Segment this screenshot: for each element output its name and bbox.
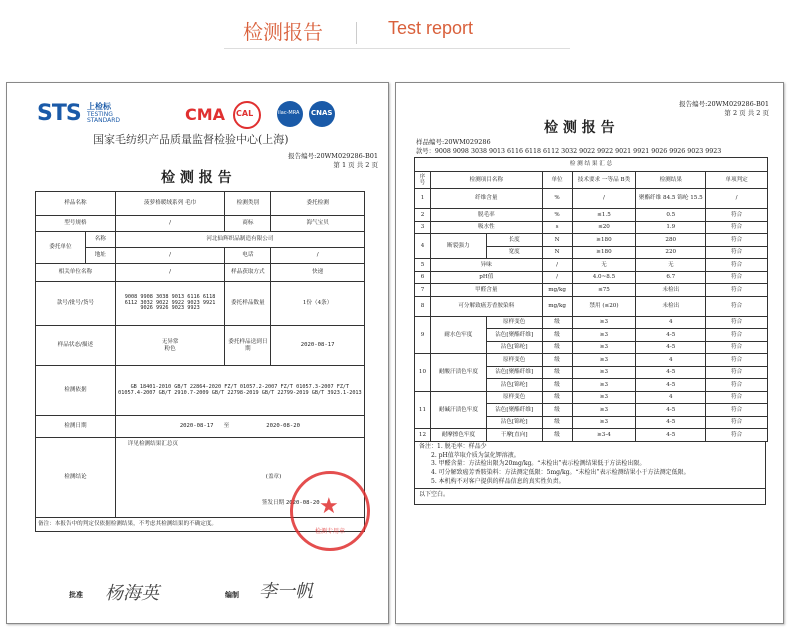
result-value: 无 [636, 259, 706, 272]
obtain-value: 快递 [271, 264, 365, 282]
row-number: 8 [415, 296, 431, 316]
unit-value: mg/kg [542, 284, 572, 297]
item-sub: 原样变色 [486, 316, 542, 329]
logo-bar [37, 101, 367, 129]
result-row [415, 296, 768, 316]
result-value: 4-5 [636, 429, 706, 442]
review-signature: 李一帆 [259, 581, 313, 602]
result-value: 4-5 [636, 341, 706, 354]
report-number: 报告编号:20WM029286-B01 [288, 152, 378, 160]
qty-value: 1份（4条） [271, 282, 365, 326]
unit-value: mg/kg [542, 296, 572, 316]
note-line: 2. pH值萃取介质为氯化钾溶液。 [431, 451, 520, 459]
date-label: 检测日期 [36, 416, 116, 438]
date-value [115, 416, 364, 438]
item-sub: 沾色[锦纶] [486, 341, 542, 354]
star-icon: ★ [319, 494, 339, 519]
col-result: 检测结果 [636, 172, 706, 189]
approve-label: 批准 [69, 590, 83, 599]
row-number: 2 [415, 209, 431, 222]
sample-name-label: 样品名称 [36, 192, 116, 216]
approve-signature: 杨海英 [105, 583, 159, 604]
ilac-logo-text: ilac-MRA [278, 110, 300, 116]
seal-label: (盖章) [265, 474, 282, 480]
item-name: pH值 [430, 271, 542, 284]
state-label: 样品状态/描述 [36, 326, 116, 366]
result-value: 1.9 [636, 221, 706, 234]
judgement-value: 符合 [706, 209, 768, 222]
item-name: 吸水性 [430, 221, 542, 234]
unit-value: N [542, 234, 572, 247]
result-row [415, 316, 768, 329]
item-sub: 沾色[锦纶] [486, 416, 542, 429]
arrive-value: 2020-08-17 [271, 326, 365, 366]
row-number: 10 [415, 354, 431, 392]
item-sub: 长度 [486, 234, 542, 247]
cma-logo: CMA [185, 105, 226, 124]
result-value: 未检出 [636, 284, 706, 297]
judgement-value: 符合 [706, 429, 768, 442]
client-name-value: 河北仙辉织品制造有限公司 [115, 232, 364, 248]
date-to: 2020-08-20 [266, 423, 300, 430]
sign-date-value: 2020-08-20 [285, 500, 320, 506]
doc-title-2: 检 测 报 告 [544, 120, 615, 136]
row-number: 11 [415, 391, 431, 429]
related-label: 相关单位名称 [36, 264, 116, 282]
report-page-1 [6, 82, 389, 624]
sts-logo-en2: STANDARD [87, 117, 121, 125]
judgement-value: 符合 [706, 354, 768, 367]
client-name-label: 名称 [85, 232, 115, 248]
requirement-value: ≥3 [572, 416, 636, 429]
item-sub: 沾色[聚酯纤维] [486, 329, 542, 342]
row-number: 9 [415, 316, 431, 354]
page-number-2: 第 2 页 共 2 页 [724, 109, 769, 117]
brand-label: 商标 [225, 216, 271, 232]
note-row: 备注：本报告中的判定仅依据检测结果，不考虑其检测结果的不确定度。 [36, 518, 365, 532]
requirement-value: ≥180 [572, 246, 636, 259]
unit-value: 级 [542, 429, 572, 442]
result-row [415, 221, 768, 234]
requirement-value: ≥3 [572, 316, 636, 329]
batch-value: 9008 9908 3038 9013 6116 6118 6112 3032 9022 9922 9023 9921 9026 9926 9023 9923 [115, 282, 225, 326]
col-item: 检测项目名称 [430, 172, 542, 189]
item-sub: 沾色[锦纶] [486, 379, 542, 392]
model-label: 型号规格 [36, 216, 116, 232]
stamp-text: 检测专用章 [314, 528, 345, 535]
requirement-value: ≥180 [572, 234, 636, 247]
requirement-value: ≥3-4 [572, 429, 636, 442]
addr-value: / [115, 248, 225, 264]
notes-box [414, 441, 766, 505]
item-name: 异味 [430, 259, 542, 272]
sign-date-label: 签发日期 [261, 500, 285, 506]
row-number: 3 [415, 221, 431, 234]
judgement-value: 符合 [706, 259, 768, 272]
item-sub: 沾色[聚酯纤维] [486, 404, 542, 417]
obtain-label: 样品获取方式 [225, 264, 271, 282]
unit-value: 级 [542, 329, 572, 342]
requirement-value: 无 [572, 259, 636, 272]
requirement-value: 禁用 (≤20) [572, 296, 636, 316]
batch-label: 款号/批号/货号 [36, 282, 116, 326]
cal-logo [233, 101, 261, 129]
result-value: 4-5 [636, 416, 706, 429]
row-number: 12 [415, 429, 431, 442]
note-line: 4. 可分解致癌芳香胺染料：方法测定低限：5mg/kg。“未检出”表示检测结果小于方法测定低限。 [431, 469, 690, 477]
unit-value: 级 [542, 354, 572, 367]
judgement-value: 符合 [706, 246, 768, 259]
related-value: / [115, 264, 225, 282]
col-no: 序号 [415, 172, 431, 189]
col-unit: 单位 [542, 172, 572, 189]
item-name: 可分解致癌芳香胺染料 [430, 296, 542, 316]
row-number: 6 [415, 271, 431, 284]
judgement-value: 符合 [706, 271, 768, 284]
conclusion-value: 详见检测结果汇总页 [127, 441, 179, 447]
result-value: 280 [636, 234, 706, 247]
basis-value: GB 18401-2010 GB/T 22864-2020 FZ/T 01057.2-2007 FZ/T 01057.3-2007 FZ/T 01057.4-2007 GB/T 2910.7-2009 GB/T 22798-2019 GB/T 22799-2019 GB/T 3923.1-2013 [115, 366, 364, 416]
requirement-value: ≥3 [572, 366, 636, 379]
judgement-value: 符合 [706, 234, 768, 247]
row-number: 1 [415, 189, 431, 209]
result-value: 未检出 [636, 296, 706, 316]
summary-title: 检 测 结 果 汇 总 [415, 158, 768, 172]
requirement-value: ≥3 [572, 404, 636, 417]
result-value: 4-5 [636, 329, 706, 342]
result-value: 4-5 [636, 404, 706, 417]
phone-label: 电话 [225, 248, 271, 264]
result-value: 4 [636, 391, 706, 404]
addr-label: 地址 [85, 248, 115, 264]
sts-logo-text [87, 103, 120, 125]
cnas-logo-text: CNAS [311, 109, 333, 117]
result-row [415, 354, 768, 367]
requirement-value: ≥3 [572, 329, 636, 342]
unit-value: / [542, 271, 572, 284]
header-underline [224, 48, 570, 49]
unit-value: s [542, 221, 572, 234]
unit-value: 级 [542, 391, 572, 404]
unit-value: % [542, 209, 572, 222]
unit-value: 级 [542, 341, 572, 354]
result-value: 6.7 [636, 271, 706, 284]
basis-label: 检测依据 [36, 366, 116, 416]
result-value: 4 [636, 354, 706, 367]
blank-line: 以下空白。 [415, 488, 765, 502]
sample-number: 样品编号:20WM029286 [416, 138, 491, 146]
item-name: 脱毛率 [430, 209, 542, 222]
state-value [115, 326, 225, 366]
judgement-value: 符合 [706, 221, 768, 234]
date-to-word: 至 [223, 423, 230, 430]
state-line-2: 粉色 [164, 345, 176, 352]
judgement-value: 符合 [706, 329, 768, 342]
qty-label: 委托样品数量 [225, 282, 271, 326]
result-row [415, 189, 768, 209]
judgement-value: 符合 [706, 391, 768, 404]
item-name: 耐摩擦色牢度 [430, 429, 486, 442]
unit-value: 级 [542, 416, 572, 429]
result-value: 4 [636, 316, 706, 329]
sts-logo-en1: TESTING [87, 110, 113, 118]
requirement-value: ≤75 [572, 284, 636, 297]
item-name: 甲醛含量 [430, 284, 542, 297]
requirement-value: ≥3 [572, 379, 636, 392]
result-value: 0.5 [636, 209, 706, 222]
judgement-value: / [706, 189, 768, 209]
judgement-value: 符合 [706, 366, 768, 379]
item-sub: 沾色[聚酯纤维] [486, 366, 542, 379]
requirement-value: ≤20 [572, 221, 636, 234]
requirement-value: ≤1.5 [572, 209, 636, 222]
item-sub: 原样变色 [486, 391, 542, 404]
requirement-value: ≥3 [572, 354, 636, 367]
conclusion-label: 检测结论 [36, 438, 116, 518]
item-name: 耐酸汗渍色牢度 [430, 354, 486, 392]
red-seal-stamp [290, 471, 370, 551]
style-number: 款号：9008 9098 3038 9013 6116 6118 6112 3032 9022 9922 9021 9921 9026 9926 9023 9923 [416, 148, 722, 155]
col-judge: 单项判定 [706, 172, 768, 189]
header-title-cn: 检测报告 [243, 20, 323, 44]
result-row [415, 259, 768, 272]
judgement-value: 符合 [706, 316, 768, 329]
page-number: 第 1 页 共 2 页 [333, 161, 378, 169]
unit-value: 级 [542, 404, 572, 417]
col-req: 技术要求 一等品 B类 [572, 172, 636, 189]
org-name: 国家毛纺织产品质量监督检验中心(上海) [93, 133, 289, 146]
result-value: 4-5 [636, 366, 706, 379]
item-name: 耐碱汗渍色牢度 [430, 391, 486, 429]
sample-name-value: 菠萝格暖绒系列 毛巾 [115, 192, 225, 216]
result-row [415, 429, 768, 442]
requirement-value: 4.0~8.5 [572, 271, 636, 284]
item-sub: 原样变色 [486, 354, 542, 367]
note-line: 5. 本机构不对客户提供的样品信息的真实性负责。 [431, 477, 565, 485]
unit-value: % [542, 189, 572, 209]
note-line: 备注：1. 脱毛率：样品少 [419, 443, 487, 450]
judgement-value: 符合 [706, 379, 768, 392]
unit-value: 级 [542, 379, 572, 392]
result-row [415, 271, 768, 284]
test-type-label: 检测类别 [225, 192, 271, 216]
judgement-value: 符合 [706, 416, 768, 429]
requirement-value: ≥3 [572, 391, 636, 404]
unit-value: / [542, 259, 572, 272]
review-label: 编制 [225, 590, 239, 599]
result-row [415, 234, 768, 247]
item-sub: 干摩[直向] [486, 429, 542, 442]
judgement-value: 符合 [706, 296, 768, 316]
model-value: / [115, 216, 225, 232]
arrive-label: 委托样品送到日期 [225, 326, 271, 366]
client-label: 委托单位 [36, 232, 86, 264]
item-name: 耐水色牢度 [430, 316, 486, 354]
item-name: 纤维含量 [430, 189, 542, 209]
result-row [415, 391, 768, 404]
phone-value: / [271, 248, 365, 264]
report-page-2 [395, 82, 784, 624]
doc-title: 检 测 报 告 [161, 170, 232, 186]
result-row [415, 209, 768, 222]
row-number: 5 [415, 259, 431, 272]
judgement-value: 符合 [706, 404, 768, 417]
result-value: 聚酯纤维 84.5 锦纶 15.5 [636, 189, 706, 209]
unit-value: 级 [542, 366, 572, 379]
item-sub: 宽度 [486, 246, 542, 259]
unit-value: 级 [542, 316, 572, 329]
state-line-1: 无异常 [161, 339, 179, 346]
results-table [414, 157, 768, 442]
note-line: 3. 甲醛含量：方法检出限为20mg/kg。“未检出”表示检测结果低于方法检出限。 [431, 460, 646, 468]
judgement-value: 符合 [706, 341, 768, 354]
requirement-value: / [572, 189, 636, 209]
cnas-logo [309, 101, 335, 127]
page-header [0, 14, 790, 54]
judgement-value: 符合 [706, 284, 768, 297]
row-number: 7 [415, 284, 431, 297]
result-value: 220 [636, 246, 706, 259]
row-number: 4 [415, 234, 431, 259]
ilac-logo [277, 101, 303, 127]
header-title-en: Test report [388, 18, 474, 38]
report-number-2: 报告编号:20WM029286-B01 [679, 100, 769, 108]
item-name: 断裂强力 [430, 234, 486, 259]
result-row [415, 284, 768, 297]
sts-logo: STS [37, 101, 81, 126]
result-value: 4-5 [636, 379, 706, 392]
sts-logo-cn: 上检标 [87, 102, 111, 111]
requirement-value: ≥3 [572, 341, 636, 354]
test-type-value: 委托检测 [271, 192, 365, 216]
brand-value: 海气宝贝 [271, 216, 365, 232]
cal-logo-text: CAL [236, 109, 254, 118]
unit-value: N [542, 246, 572, 259]
date-from: 2020-08-17 [179, 423, 214, 430]
header-separator [356, 22, 357, 44]
